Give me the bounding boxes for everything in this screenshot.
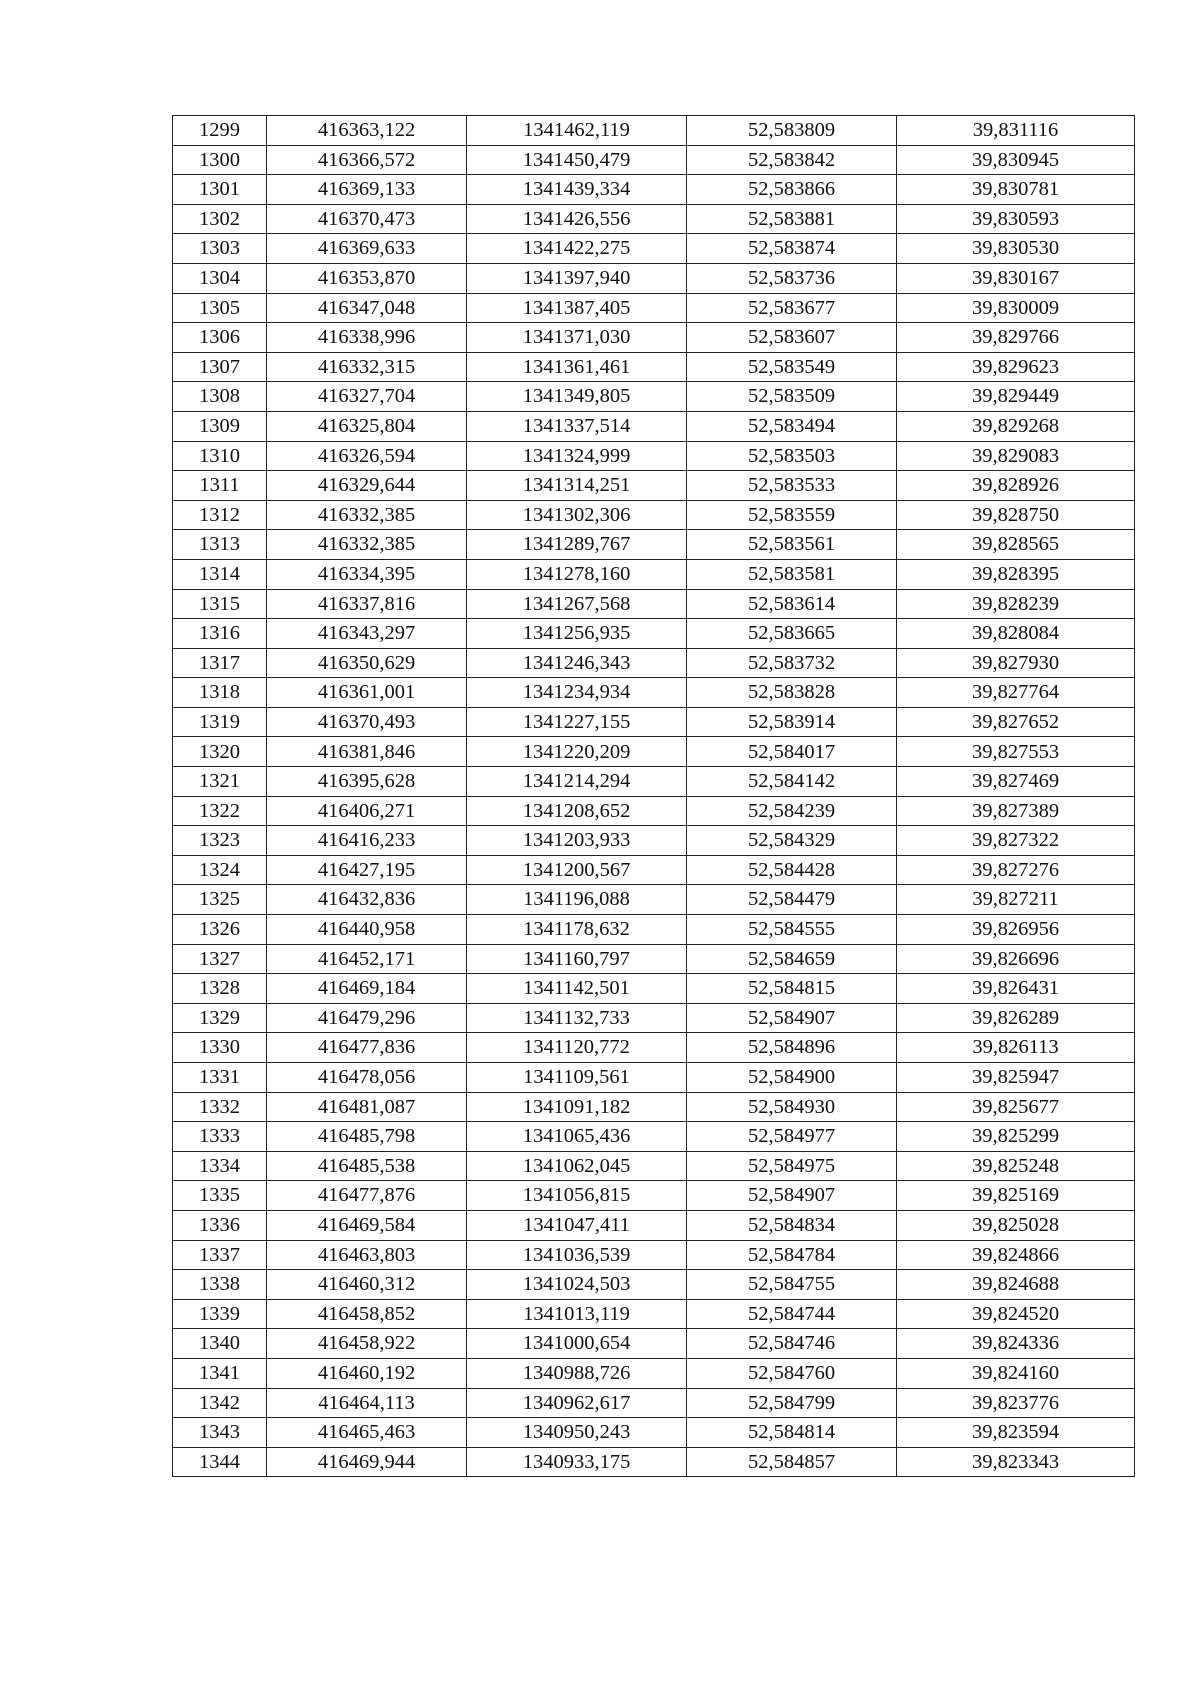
- longitude-cell: 39,824520: [897, 1299, 1135, 1329]
- y-coordinate-cell: 1341387,405: [467, 293, 687, 323]
- point-number-cell: 1315: [173, 589, 267, 619]
- longitude-cell: 39,824336: [897, 1329, 1135, 1359]
- latitude-cell: 52,584834: [687, 1210, 897, 1240]
- longitude-cell: 39,831116: [897, 116, 1135, 146]
- point-number-cell: 1324: [173, 855, 267, 885]
- longitude-cell: 39,823343: [897, 1447, 1135, 1477]
- longitude-cell: 39,827652: [897, 707, 1135, 737]
- y-coordinate-cell: 1341278,160: [467, 559, 687, 589]
- table-row: [173, 1003, 1135, 1033]
- point-number-cell: 1300: [173, 145, 267, 175]
- y-coordinate-cell: 1341203,933: [467, 826, 687, 856]
- point-number-cell: 1328: [173, 974, 267, 1004]
- longitude-cell: 39,825169: [897, 1181, 1135, 1211]
- x-coordinate-cell: 416329,644: [267, 471, 467, 501]
- longitude-cell: 39,828084: [897, 619, 1135, 649]
- y-coordinate-cell: 1341256,935: [467, 619, 687, 649]
- x-coordinate-cell: 416332,315: [267, 352, 467, 382]
- table-row: [173, 767, 1135, 797]
- point-number-cell: 1305: [173, 293, 267, 323]
- y-coordinate-cell: 1341462,119: [467, 116, 687, 146]
- point-number-cell: 1327: [173, 944, 267, 974]
- longitude-cell: 39,828926: [897, 471, 1135, 501]
- table-row: [173, 559, 1135, 589]
- latitude-cell: 52,584857: [687, 1447, 897, 1477]
- y-coordinate-cell: 1341227,155: [467, 707, 687, 737]
- longitude-cell: 39,828239: [897, 589, 1135, 619]
- x-coordinate-cell: 416334,395: [267, 559, 467, 589]
- latitude-cell: 52,584142: [687, 767, 897, 797]
- x-coordinate-cell: 416370,473: [267, 204, 467, 234]
- point-number-cell: 1335: [173, 1181, 267, 1211]
- x-coordinate-cell: 416440,958: [267, 915, 467, 945]
- table-row: [173, 1210, 1135, 1240]
- x-coordinate-cell: 416416,233: [267, 826, 467, 856]
- x-coordinate-cell: 416469,584: [267, 1210, 467, 1240]
- table-row: [173, 1151, 1135, 1181]
- longitude-cell: 39,829083: [897, 441, 1135, 471]
- point-number-cell: 1326: [173, 915, 267, 945]
- point-number-cell: 1323: [173, 826, 267, 856]
- point-number-cell: 1306: [173, 323, 267, 353]
- table-row: [173, 1329, 1135, 1359]
- x-coordinate-cell: 416452,171: [267, 944, 467, 974]
- table-row: [173, 1063, 1135, 1093]
- x-coordinate-cell: 416369,633: [267, 234, 467, 264]
- point-number-cell: 1339: [173, 1299, 267, 1329]
- y-coordinate-cell: 1341109,561: [467, 1063, 687, 1093]
- y-coordinate-cell: 1341056,815: [467, 1181, 687, 1211]
- table-row: [173, 648, 1135, 678]
- x-coordinate-cell: 416477,876: [267, 1181, 467, 1211]
- x-coordinate-cell: 416350,629: [267, 648, 467, 678]
- point-number-cell: 1307: [173, 352, 267, 382]
- latitude-cell: 52,584907: [687, 1003, 897, 1033]
- latitude-cell: 52,583533: [687, 471, 897, 501]
- y-coordinate-cell: 1341302,306: [467, 500, 687, 530]
- latitude-cell: 52,583736: [687, 263, 897, 293]
- point-number-cell: 1332: [173, 1092, 267, 1122]
- x-coordinate-cell: 416326,594: [267, 441, 467, 471]
- longitude-cell: 39,827764: [897, 678, 1135, 708]
- x-coordinate-cell: 416343,297: [267, 619, 467, 649]
- point-number-cell: 1343: [173, 1418, 267, 1448]
- latitude-cell: 52,583549: [687, 352, 897, 382]
- table-row: [173, 204, 1135, 234]
- point-number-cell: 1341: [173, 1358, 267, 1388]
- table-row: [173, 974, 1135, 1004]
- x-coordinate-cell: 416361,001: [267, 678, 467, 708]
- longitude-cell: 39,830593: [897, 204, 1135, 234]
- latitude-cell: 52,584977: [687, 1122, 897, 1152]
- longitude-cell: 39,826289: [897, 1003, 1135, 1033]
- y-coordinate-cell: 1341337,514: [467, 411, 687, 441]
- table-row: [173, 1358, 1135, 1388]
- longitude-cell: 39,825028: [897, 1210, 1135, 1240]
- longitude-cell: 39,823594: [897, 1418, 1135, 1448]
- table-row: [173, 1299, 1135, 1329]
- longitude-cell: 39,828395: [897, 559, 1135, 589]
- table-row: [173, 530, 1135, 560]
- y-coordinate-cell: 1341324,999: [467, 441, 687, 471]
- latitude-cell: 52,583614: [687, 589, 897, 619]
- y-coordinate-cell: 1341196,088: [467, 885, 687, 915]
- longitude-cell: 39,827276: [897, 855, 1135, 885]
- latitude-cell: 52,583494: [687, 411, 897, 441]
- table-row: [173, 826, 1135, 856]
- x-coordinate-cell: 416479,296: [267, 1003, 467, 1033]
- longitude-cell: 39,825677: [897, 1092, 1135, 1122]
- x-coordinate-cell: 416458,852: [267, 1299, 467, 1329]
- latitude-cell: 52,583665: [687, 619, 897, 649]
- table-row: [173, 116, 1135, 146]
- table-row: [173, 1092, 1135, 1122]
- table-row: [173, 707, 1135, 737]
- table-row: [173, 441, 1135, 471]
- longitude-cell: 39,824160: [897, 1358, 1135, 1388]
- x-coordinate-cell: 416337,816: [267, 589, 467, 619]
- latitude-cell: 52,583559: [687, 500, 897, 530]
- point-number-cell: 1301: [173, 175, 267, 205]
- latitude-cell: 52,584930: [687, 1092, 897, 1122]
- table-row: [173, 737, 1135, 767]
- latitude-cell: 52,584755: [687, 1270, 897, 1300]
- y-coordinate-cell: 1341349,805: [467, 382, 687, 412]
- longitude-cell: 39,829766: [897, 323, 1135, 353]
- y-coordinate-cell: 1341160,797: [467, 944, 687, 974]
- x-coordinate-cell: 416381,846: [267, 737, 467, 767]
- table-row: [173, 915, 1135, 945]
- point-number-cell: 1336: [173, 1210, 267, 1240]
- point-number-cell: 1333: [173, 1122, 267, 1152]
- point-number-cell: 1313: [173, 530, 267, 560]
- point-number-cell: 1314: [173, 559, 267, 589]
- longitude-cell: 39,826696: [897, 944, 1135, 974]
- table-row: [173, 1418, 1135, 1448]
- x-coordinate-cell: 416458,922: [267, 1329, 467, 1359]
- table-row: [173, 382, 1135, 412]
- y-coordinate-cell: 1341426,556: [467, 204, 687, 234]
- latitude-cell: 52,584329: [687, 826, 897, 856]
- x-coordinate-cell: 416338,996: [267, 323, 467, 353]
- point-number-cell: 1318: [173, 678, 267, 708]
- table-row: [173, 263, 1135, 293]
- longitude-cell: 39,824688: [897, 1270, 1135, 1300]
- y-coordinate-cell: 1341024,503: [467, 1270, 687, 1300]
- longitude-cell: 39,827322: [897, 826, 1135, 856]
- table-row: [173, 678, 1135, 708]
- table-row: [173, 323, 1135, 353]
- point-number-cell: 1344: [173, 1447, 267, 1477]
- longitude-cell: 39,826956: [897, 915, 1135, 945]
- y-coordinate-cell: 1341062,045: [467, 1151, 687, 1181]
- latitude-cell: 52,583503: [687, 441, 897, 471]
- point-number-cell: 1331: [173, 1063, 267, 1093]
- x-coordinate-cell: 416363,122: [267, 116, 467, 146]
- latitude-cell: 52,584900: [687, 1063, 897, 1093]
- latitude-cell: 52,584815: [687, 974, 897, 1004]
- y-coordinate-cell: 1341246,343: [467, 648, 687, 678]
- x-coordinate-cell: 416327,704: [267, 382, 467, 412]
- table-row: [173, 471, 1135, 501]
- x-coordinate-cell: 416332,385: [267, 500, 467, 530]
- y-coordinate-cell: 1341234,934: [467, 678, 687, 708]
- longitude-cell: 39,825947: [897, 1063, 1135, 1093]
- longitude-cell: 39,826431: [897, 974, 1135, 1004]
- y-coordinate-cell: 1340962,617: [467, 1388, 687, 1418]
- point-number-cell: 1340: [173, 1329, 267, 1359]
- longitude-cell: 39,830781: [897, 175, 1135, 205]
- latitude-cell: 52,583842: [687, 145, 897, 175]
- x-coordinate-cell: 416395,628: [267, 767, 467, 797]
- x-coordinate-cell: 416464,113: [267, 1388, 467, 1418]
- latitude-cell: 52,584017: [687, 737, 897, 767]
- y-coordinate-cell: 1341013,119: [467, 1299, 687, 1329]
- y-coordinate-cell: 1340933,175: [467, 1447, 687, 1477]
- latitude-cell: 52,584428: [687, 855, 897, 885]
- table-row: [173, 796, 1135, 826]
- latitude-cell: 52,583581: [687, 559, 897, 589]
- x-coordinate-cell: 416369,133: [267, 175, 467, 205]
- table-row: [173, 1122, 1135, 1152]
- latitude-cell: 52,584896: [687, 1033, 897, 1063]
- table-row: [173, 411, 1135, 441]
- point-number-cell: 1325: [173, 885, 267, 915]
- x-coordinate-cell: 416460,312: [267, 1270, 467, 1300]
- x-coordinate-cell: 416366,572: [267, 145, 467, 175]
- latitude-cell: 52,583828: [687, 678, 897, 708]
- y-coordinate-cell: 1340950,243: [467, 1418, 687, 1448]
- y-coordinate-cell: 1341267,568: [467, 589, 687, 619]
- longitude-cell: 39,827469: [897, 767, 1135, 797]
- longitude-cell: 39,825248: [897, 1151, 1135, 1181]
- y-coordinate-cell: 1341450,479: [467, 145, 687, 175]
- table-row: [173, 1033, 1135, 1063]
- longitude-cell: 39,827211: [897, 885, 1135, 915]
- latitude-cell: 52,584555: [687, 915, 897, 945]
- longitude-cell: 39,829449: [897, 382, 1135, 412]
- point-number-cell: 1309: [173, 411, 267, 441]
- latitude-cell: 52,584239: [687, 796, 897, 826]
- longitude-cell: 39,825299: [897, 1122, 1135, 1152]
- latitude-cell: 52,583509: [687, 382, 897, 412]
- y-coordinate-cell: 1341371,030: [467, 323, 687, 353]
- latitude-cell: 52,584746: [687, 1329, 897, 1359]
- coordinate-table-body: [173, 116, 1135, 1477]
- table-row: [173, 855, 1135, 885]
- longitude-cell: 39,827553: [897, 737, 1135, 767]
- table-row: [173, 885, 1135, 915]
- table-row: [173, 1181, 1135, 1211]
- x-coordinate-cell: 416460,192: [267, 1358, 467, 1388]
- point-number-cell: 1299: [173, 116, 267, 146]
- y-coordinate-cell: 1341220,209: [467, 737, 687, 767]
- point-number-cell: 1342: [173, 1388, 267, 1418]
- table-row: [173, 500, 1135, 530]
- latitude-cell: 52,583874: [687, 234, 897, 264]
- latitude-cell: 52,583881: [687, 204, 897, 234]
- latitude-cell: 52,583914: [687, 707, 897, 737]
- longitude-cell: 39,830530: [897, 234, 1135, 264]
- x-coordinate-cell: 416477,836: [267, 1033, 467, 1063]
- longitude-cell: 39,829268: [897, 411, 1135, 441]
- y-coordinate-cell: 1341289,767: [467, 530, 687, 560]
- point-number-cell: 1316: [173, 619, 267, 649]
- table-row: [173, 1388, 1135, 1418]
- latitude-cell: 52,583561: [687, 530, 897, 560]
- y-coordinate-cell: 1341214,294: [467, 767, 687, 797]
- x-coordinate-cell: 416353,870: [267, 263, 467, 293]
- longitude-cell: 39,827930: [897, 648, 1135, 678]
- point-number-cell: 1308: [173, 382, 267, 412]
- latitude-cell: 52,584744: [687, 1299, 897, 1329]
- longitude-cell: 39,830167: [897, 263, 1135, 293]
- table-row: [173, 589, 1135, 619]
- x-coordinate-cell: 416469,184: [267, 974, 467, 1004]
- longitude-cell: 39,824866: [897, 1240, 1135, 1270]
- latitude-cell: 52,584659: [687, 944, 897, 974]
- y-coordinate-cell: 1341036,539: [467, 1240, 687, 1270]
- y-coordinate-cell: 1341178,632: [467, 915, 687, 945]
- longitude-cell: 39,827389: [897, 796, 1135, 826]
- table-row: [173, 234, 1135, 264]
- table-row: [173, 175, 1135, 205]
- x-coordinate-cell: 416478,056: [267, 1063, 467, 1093]
- x-coordinate-cell: 416469,944: [267, 1447, 467, 1477]
- latitude-cell: 52,584784: [687, 1240, 897, 1270]
- table-row: [173, 293, 1135, 323]
- point-number-cell: 1304: [173, 263, 267, 293]
- point-number-cell: 1320: [173, 737, 267, 767]
- point-number-cell: 1319: [173, 707, 267, 737]
- latitude-cell: 52,584814: [687, 1418, 897, 1448]
- point-number-cell: 1330: [173, 1033, 267, 1063]
- longitude-cell: 39,828565: [897, 530, 1135, 560]
- table-row: [173, 1447, 1135, 1477]
- x-coordinate-cell: 416325,804: [267, 411, 467, 441]
- y-coordinate-cell: 1341047,411: [467, 1210, 687, 1240]
- y-coordinate-cell: 1341065,436: [467, 1122, 687, 1152]
- point-number-cell: 1337: [173, 1240, 267, 1270]
- x-coordinate-cell: 416432,836: [267, 885, 467, 915]
- x-coordinate-cell: 416463,803: [267, 1240, 467, 1270]
- latitude-cell: 52,584975: [687, 1151, 897, 1181]
- y-coordinate-cell: 1341091,182: [467, 1092, 687, 1122]
- coordinate-table: [172, 115, 1135, 1477]
- y-coordinate-cell: 1341439,334: [467, 175, 687, 205]
- y-coordinate-cell: 1341314,251: [467, 471, 687, 501]
- point-number-cell: 1312: [173, 500, 267, 530]
- point-number-cell: 1329: [173, 1003, 267, 1033]
- point-number-cell: 1311: [173, 471, 267, 501]
- y-coordinate-cell: 1341422,275: [467, 234, 687, 264]
- latitude-cell: 52,583732: [687, 648, 897, 678]
- point-number-cell: 1334: [173, 1151, 267, 1181]
- longitude-cell: 39,826113: [897, 1033, 1135, 1063]
- latitude-cell: 52,583809: [687, 116, 897, 146]
- point-number-cell: 1322: [173, 796, 267, 826]
- x-coordinate-cell: 416406,271: [267, 796, 467, 826]
- latitude-cell: 52,584760: [687, 1358, 897, 1388]
- y-coordinate-cell: 1340988,726: [467, 1358, 687, 1388]
- point-number-cell: 1310: [173, 441, 267, 471]
- x-coordinate-cell: 416465,463: [267, 1418, 467, 1448]
- y-coordinate-cell: 1341142,501: [467, 974, 687, 1004]
- latitude-cell: 52,584907: [687, 1181, 897, 1211]
- table-row: [173, 944, 1135, 974]
- longitude-cell: 39,828750: [897, 500, 1135, 530]
- latitude-cell: 52,583677: [687, 293, 897, 323]
- x-coordinate-cell: 416347,048: [267, 293, 467, 323]
- point-number-cell: 1303: [173, 234, 267, 264]
- table-row: [173, 1270, 1135, 1300]
- y-coordinate-cell: 1341208,652: [467, 796, 687, 826]
- x-coordinate-cell: 416332,385: [267, 530, 467, 560]
- table-row: [173, 352, 1135, 382]
- x-coordinate-cell: 416485,798: [267, 1122, 467, 1152]
- y-coordinate-cell: 1341132,733: [467, 1003, 687, 1033]
- longitude-cell: 39,830009: [897, 293, 1135, 323]
- point-number-cell: 1302: [173, 204, 267, 234]
- table-row: [173, 619, 1135, 649]
- y-coordinate-cell: 1341361,461: [467, 352, 687, 382]
- point-number-cell: 1338: [173, 1270, 267, 1300]
- longitude-cell: 39,830945: [897, 145, 1135, 175]
- latitude-cell: 52,583607: [687, 323, 897, 353]
- longitude-cell: 39,823776: [897, 1388, 1135, 1418]
- point-number-cell: 1321: [173, 767, 267, 797]
- table-row: [173, 145, 1135, 175]
- latitude-cell: 52,584479: [687, 885, 897, 915]
- longitude-cell: 39,829623: [897, 352, 1135, 382]
- x-coordinate-cell: 416485,538: [267, 1151, 467, 1181]
- point-number-cell: 1317: [173, 648, 267, 678]
- y-coordinate-cell: 1341120,772: [467, 1033, 687, 1063]
- latitude-cell: 52,583866: [687, 175, 897, 205]
- table-row: [173, 1240, 1135, 1270]
- x-coordinate-cell: 416370,493: [267, 707, 467, 737]
- y-coordinate-cell: 1341200,567: [467, 855, 687, 885]
- y-coordinate-cell: 1341000,654: [467, 1329, 687, 1359]
- latitude-cell: 52,584799: [687, 1388, 897, 1418]
- x-coordinate-cell: 416481,087: [267, 1092, 467, 1122]
- x-coordinate-cell: 416427,195: [267, 855, 467, 885]
- y-coordinate-cell: 1341397,940: [467, 263, 687, 293]
